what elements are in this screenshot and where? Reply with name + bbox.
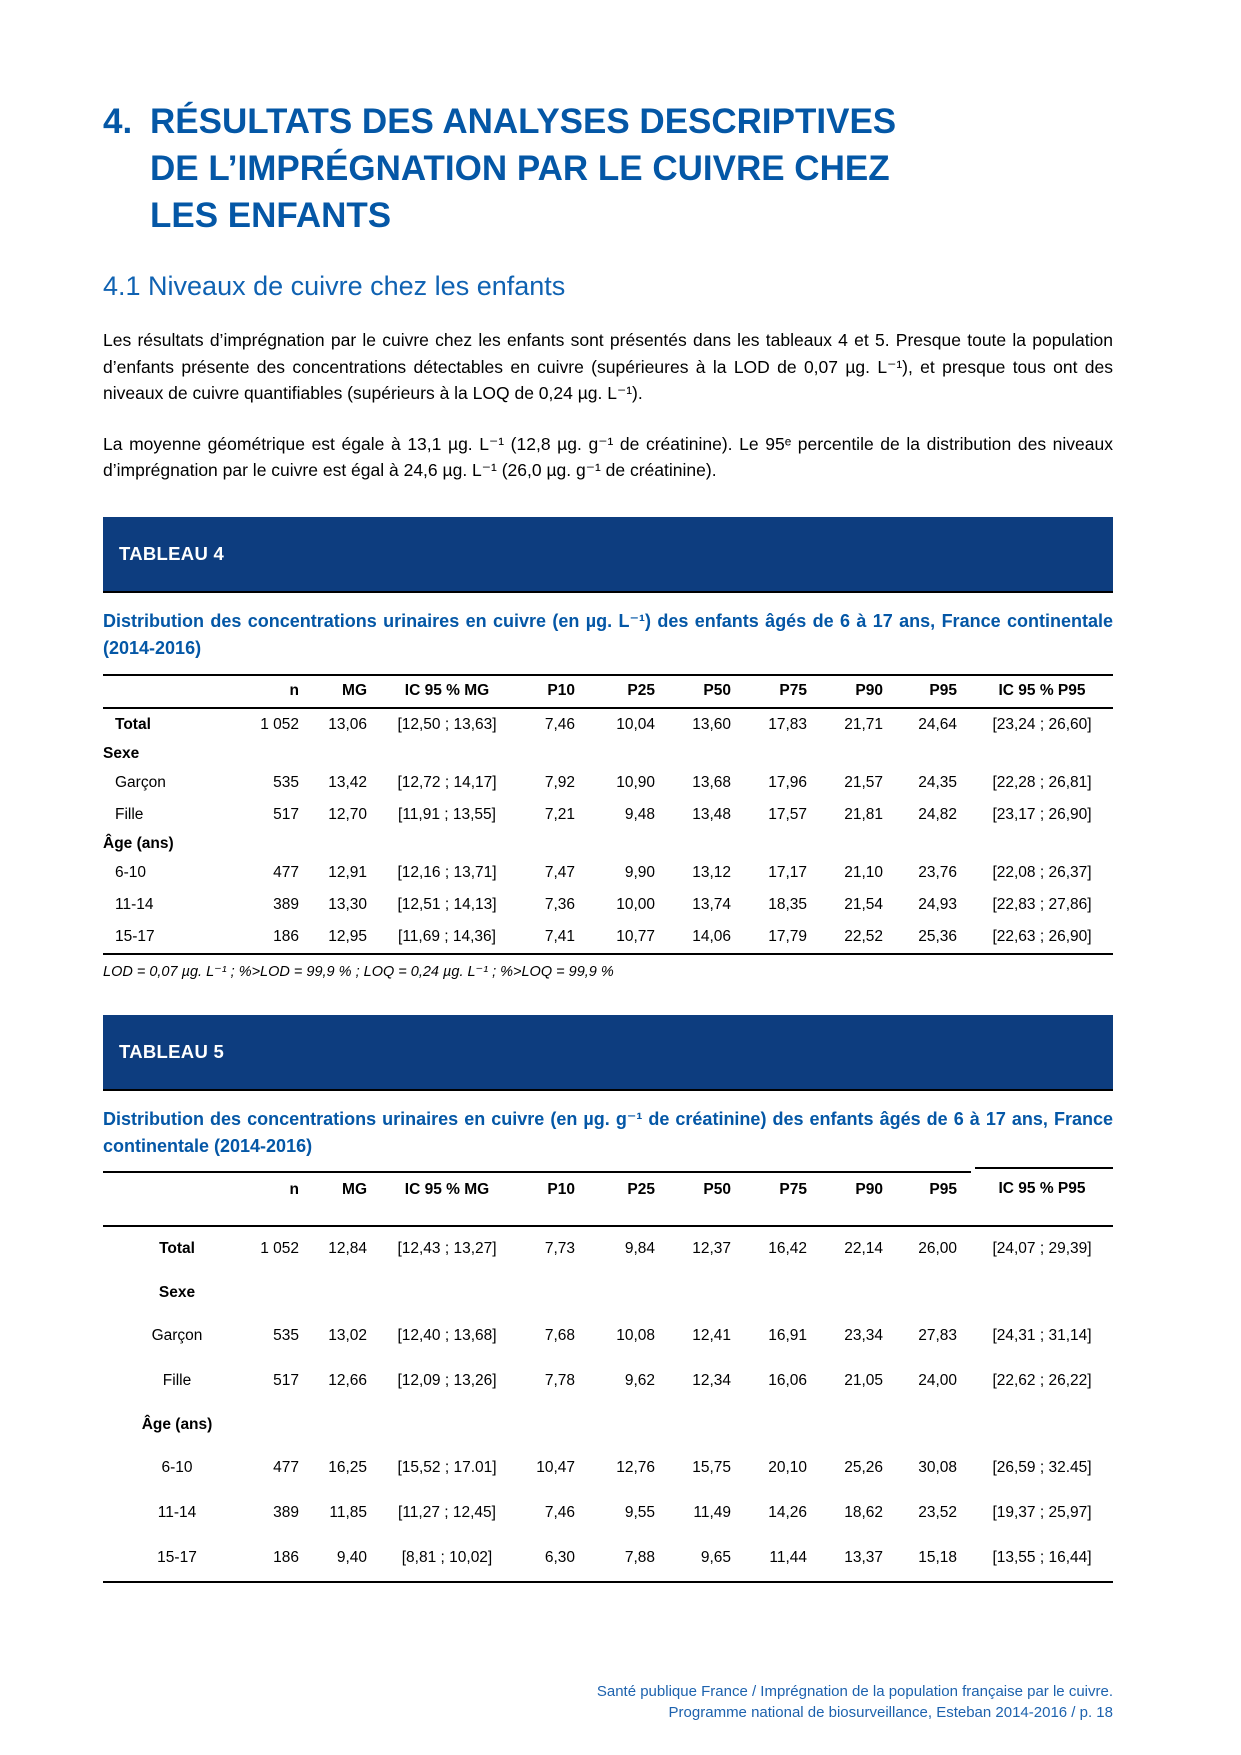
column-header: n: [251, 1172, 313, 1226]
cell: 1 052: [260, 1240, 299, 1257]
cell: [745, 831, 821, 857]
cell: [589, 1404, 669, 1446]
cell: [251, 1404, 313, 1446]
table-row: [103, 1446, 1113, 1491]
cell: 15,18: [897, 1536, 971, 1582]
cell: [669, 1272, 745, 1314]
row-label: 6-10: [161, 1459, 193, 1476]
cell: 9,40: [313, 1536, 381, 1582]
cell: [821, 831, 897, 857]
paragraph-levels: Les résultats d’imprégnation par le cuivre chez les enfants sont présentés dans les tableaux 4 et 5. Presque toute la population d’enfants présente des concentrations détectables en cuivre (supérieures à la LOD de 0,07 µg. L⁻¹), et presque tous ont des niveaux de cuivre quantifiables (supérieurs à la LOQ de 0,24 µg. L⁻¹).: [103, 330, 1113, 403]
row-label: Âge (ans): [141, 1415, 213, 1433]
cell: 13,42: [328, 773, 367, 791]
cell: [745, 1404, 821, 1446]
table-row: [103, 1226, 1113, 1272]
cell: 9,90: [624, 863, 655, 881]
cell: [313, 741, 381, 767]
cell: [745, 1272, 821, 1314]
table-row: [103, 767, 1113, 799]
cell: 13,48: [692, 805, 731, 823]
cell: 11,85: [329, 1504, 367, 1521]
cell: [897, 741, 971, 767]
cell: [22,62 ; 26,22]: [992, 1372, 1092, 1389]
column-header: IC 95 % MG: [381, 675, 513, 708]
cell: 12,37: [692, 1240, 731, 1257]
cell: 1 052: [260, 715, 299, 733]
cell: 23,34: [844, 1327, 883, 1344]
cell: 21,54: [844, 895, 883, 913]
cell: 12,66: [328, 1372, 367, 1389]
footer-line: Programme national de biosurveillance, Esteban 2014-2016 / p. 18: [668, 1704, 1113, 1721]
cell: 12,84: [328, 1240, 367, 1257]
cell: [745, 741, 821, 767]
table4-banner: [103, 517, 1113, 593]
cell: 27,83: [918, 1327, 957, 1344]
cell: 477: [273, 863, 299, 881]
cell: 21,57: [844, 773, 883, 791]
cell: [11,27 ; 12,45]: [398, 1504, 496, 1521]
cell: 24,93: [918, 895, 957, 913]
table-row: [103, 799, 1113, 831]
cell: 389: [273, 1504, 299, 1521]
cell: 9,55: [624, 1504, 655, 1521]
cell: [897, 1272, 971, 1314]
cell: [22,83 ; 27,86]: [992, 895, 1092, 913]
cell: 18,35: [768, 895, 807, 913]
cell: 14,26: [768, 1504, 807, 1521]
cell: [313, 831, 381, 857]
cell: 9,84: [624, 1240, 655, 1257]
cell: [22,63 ; 26,90]: [971, 921, 1113, 954]
cell: [22,08 ; 26,37]: [992, 863, 1092, 881]
cell: 10,90: [616, 773, 655, 791]
table-row: [103, 889, 1113, 921]
table4-banner-label: TABLEAU 4: [119, 542, 225, 564]
cell: [24,31 ; 31,14]: [992, 1327, 1092, 1344]
row-label: Garçon: [115, 773, 166, 791]
footer-line: Santé publique France / Imprégnation de la population française par le cuivre.: [596, 1683, 1113, 1700]
row-label: Sexe: [103, 744, 140, 762]
table5-banner: [103, 1015, 1113, 1091]
cell: 21,81: [844, 805, 883, 823]
cell: 22,14: [844, 1240, 883, 1257]
table-row: [103, 1536, 1113, 1582]
cell: 9,65: [669, 1536, 745, 1582]
cell: 186: [251, 921, 313, 954]
cell: [313, 1404, 381, 1446]
cell: 9,48: [624, 805, 655, 823]
cell: [11,91 ; 13,55]: [398, 805, 496, 823]
cell: 12,91: [328, 863, 367, 881]
column-header: P75: [745, 1172, 821, 1226]
row-label: Fille: [162, 1372, 192, 1389]
column-header: n: [251, 675, 313, 708]
cell: [12,51 ; 14,13]: [397, 895, 497, 913]
cell: 16,25: [328, 1459, 367, 1476]
cell: [13,55 ; 16,44]: [971, 1536, 1113, 1582]
cell: 535: [273, 773, 299, 791]
cell: 24,00: [918, 1372, 957, 1389]
cell: [897, 1404, 971, 1446]
cell: 21,10: [844, 863, 883, 881]
cell: 12,41: [692, 1327, 731, 1344]
row-label: Total: [115, 715, 151, 733]
cell: [589, 831, 669, 857]
content-column: [103, 0, 1113, 1583]
cell: 30,08: [918, 1459, 957, 1476]
cell: [24,07 ; 29,39]: [992, 1240, 1092, 1257]
cell: [313, 1272, 381, 1314]
row-label: Sexe: [158, 1283, 196, 1301]
cell: 389: [273, 895, 299, 913]
cell: [12,16 ; 13,71]: [397, 863, 497, 881]
column-header: P10: [513, 1172, 589, 1226]
cell: [11,69 ; 14,36]: [381, 921, 513, 954]
table-row: [103, 1359, 1113, 1404]
cell: [251, 1272, 313, 1314]
cell: [513, 1404, 589, 1446]
cell: [589, 1272, 669, 1314]
table5-banner-label: TABLEAU 5: [119, 1040, 225, 1062]
cell: [513, 831, 589, 857]
row-label: Garçon: [151, 1327, 203, 1344]
cell: 16,42: [768, 1240, 807, 1257]
cell: 7,78: [544, 1372, 575, 1389]
cell: 10,00: [616, 895, 655, 913]
cell: 7,46: [544, 715, 575, 733]
cell: [513, 1272, 589, 1314]
cell: 21,71: [844, 715, 883, 733]
cell: 17,83: [768, 715, 807, 733]
cell: 7,68: [544, 1327, 575, 1344]
cell: 17,79: [745, 921, 821, 954]
column-header: P10: [513, 675, 589, 708]
cell: 7,73: [544, 1240, 575, 1257]
cell: [12,72 ; 14,17]: [397, 773, 497, 791]
section-heading: [103, 98, 1113, 239]
cell: [897, 831, 971, 857]
cell: [669, 741, 745, 767]
table-row: [103, 857, 1113, 889]
column-header: IC 95 % P95: [971, 675, 1113, 708]
cell: 12,34: [692, 1372, 731, 1389]
cell: 13,06: [328, 715, 367, 733]
cell: [821, 741, 897, 767]
cell: 10,04: [616, 715, 655, 733]
cell: [251, 831, 313, 857]
cell: 10,77: [589, 921, 669, 954]
cell: [669, 831, 745, 857]
cell: [589, 741, 669, 767]
cell: 26,00: [918, 1240, 957, 1257]
table-row: [103, 921, 1113, 954]
column-header: IC 95 % P95: [971, 1172, 1113, 1226]
table-row: [103, 1491, 1113, 1536]
cell: 13,30: [328, 895, 367, 913]
row-label: Âge (ans): [103, 834, 174, 852]
cell: 24,64: [918, 715, 957, 733]
cell: 20,10: [768, 1459, 807, 1476]
column-header: [103, 675, 251, 708]
cell: [8,81 ; 10,02]: [381, 1536, 513, 1582]
cell: 7,92: [544, 773, 575, 791]
column-header: IC 95 % MG: [381, 1172, 513, 1226]
table5: [103, 1171, 1113, 1583]
cell: [381, 1272, 513, 1314]
cell: 13,74: [692, 895, 731, 913]
cell: 13,02: [328, 1327, 367, 1344]
section-heading-line: DE L’IMPRÉGNATION PAR LE CUIVRE CHEZ: [150, 149, 890, 188]
cell: 7,21: [544, 805, 575, 823]
cell: [12,50 ; 13,63]: [397, 715, 497, 733]
cell: 17,96: [768, 773, 807, 791]
cell: 13,68: [692, 773, 731, 791]
table-group-row: [103, 831, 1113, 857]
cell: [821, 1404, 897, 1446]
cell: 7,41: [513, 921, 589, 954]
cell: 16,06: [768, 1372, 807, 1389]
page-footer: [597, 1681, 1113, 1723]
column-header: MG: [313, 1172, 381, 1226]
section-heading-line: RÉSULTATS DES ANALYSES DESCRIPTIVES: [150, 102, 897, 141]
cell: 22,52: [821, 921, 897, 954]
cell: [15,52 ; 17.01]: [397, 1459, 497, 1476]
cell: [12,09 ; 13,26]: [397, 1372, 497, 1389]
cell: 10,47: [536, 1459, 575, 1476]
table-header-row: [103, 1172, 1113, 1226]
cell: [12,43 ; 13,27]: [397, 1240, 497, 1257]
cell: 24,82: [918, 805, 957, 823]
section-heading-line: LES ENFANTS: [150, 196, 392, 235]
cell: [251, 741, 313, 767]
cell: [971, 1404, 1113, 1446]
cell: 11,44: [745, 1536, 821, 1582]
cell: [971, 831, 1113, 857]
cell: 14,06: [669, 921, 745, 954]
cell: 13,37: [821, 1536, 897, 1582]
column-header: P25: [589, 675, 669, 708]
table4: [103, 674, 1113, 955]
cell: 535: [273, 1327, 299, 1344]
cell: [23,24 ; 26,60]: [992, 715, 1092, 733]
table-header-row: [103, 675, 1113, 708]
cell: 15,75: [692, 1459, 731, 1476]
table-group-row: [103, 741, 1113, 767]
row-label: 15-17: [103, 921, 251, 954]
cell: 6,30: [513, 1536, 589, 1582]
table-row: [103, 1314, 1113, 1359]
row-label: 11-14: [157, 1504, 197, 1521]
column-header: P25: [589, 1172, 669, 1226]
cell: 7,36: [544, 895, 575, 913]
cell: 9,62: [624, 1372, 655, 1389]
column-header: MG: [313, 675, 381, 708]
cell: 13,60: [692, 715, 731, 733]
cell: 21,05: [844, 1372, 883, 1389]
cell: [12,40 ; 13,68]: [397, 1327, 497, 1344]
column-header: P50: [669, 1172, 745, 1226]
paragraph-geometric-mean: La moyenne géométrique est égale à 13,1 µg. L⁻¹ (12,8 µg. g⁻¹ de créatinine). Le 95ᵉ percentile de la distribution des niveaux d’imprégnation par le cuivre est égal à 24,6 µg. L⁻¹ (26,0 µg. g⁻¹ de créatinine).: [103, 433, 1113, 480]
cell: [669, 1404, 745, 1446]
cell: [23,17 ; 26,90]: [992, 805, 1092, 823]
table4-footnote: LOD = 0,07 µg. L⁻¹ ; %>LOD = 99,9 % ; LOQ = 0,24 µg. L⁻¹ ; %>LOQ = 99,9 %: [103, 963, 614, 980]
row-label: Fille: [115, 805, 144, 823]
row-label: 15-17: [103, 1536, 251, 1582]
cell: 517: [273, 805, 299, 823]
cell: 18,62: [844, 1504, 883, 1521]
cell: 186: [251, 1536, 313, 1582]
cell: 12,70: [328, 805, 367, 823]
cell: 12,95: [313, 921, 381, 954]
cell: 23,76: [918, 863, 957, 881]
cell: 12,76: [616, 1459, 655, 1476]
table-row: [103, 708, 1113, 741]
cell: [971, 1272, 1113, 1314]
column-header: P90: [821, 1172, 897, 1226]
cell: 17,17: [768, 863, 807, 881]
cell: [22,28 ; 26,81]: [992, 773, 1092, 791]
cell: [381, 831, 513, 857]
subsection-heading: 4.1 Niveaux de cuivre chez les enfants: [103, 271, 566, 301]
cell: [19,37 ; 25,97]: [992, 1504, 1092, 1521]
row-label: 11-14: [115, 895, 154, 913]
table-group-row: [103, 1272, 1113, 1314]
row-label: Total: [159, 1240, 195, 1257]
cell: [381, 1404, 513, 1446]
column-header: P75: [745, 675, 821, 708]
row-label: 6-10: [115, 863, 147, 881]
table5-caption: Distribution des concentrations urinaires en cuivre (en µg. g⁻¹ de créatinine) des enfants âgés de 6 à 17 ans, France continentale (2014-2016): [103, 1108, 1113, 1156]
cell: [513, 741, 589, 767]
cell: 24,35: [918, 773, 957, 791]
cell: 11,49: [693, 1504, 731, 1521]
cell: 17,57: [768, 805, 807, 823]
cell: 7,47: [544, 863, 575, 881]
cell: 10,08: [616, 1327, 655, 1344]
cell: 7,88: [589, 1536, 669, 1582]
cell: 7,46: [544, 1504, 575, 1521]
table4-caption: Distribution des concentrations urinaires en cuivre (en µg. L⁻¹) des enfants âgés de 6 à 17 ans, France continentale (2014-2016): [103, 610, 1113, 658]
cell: 25,36: [897, 921, 971, 954]
section-number: 4.: [103, 102, 133, 141]
cell: 25,26: [844, 1459, 883, 1476]
column-header: P90: [821, 675, 897, 708]
column-header: P50: [669, 675, 745, 708]
cell: 16,91: [768, 1327, 807, 1344]
column-header: [103, 1172, 251, 1226]
cell: [971, 741, 1113, 767]
column-header: P95: [897, 1172, 971, 1226]
cell: 517: [273, 1372, 299, 1389]
column-header: P95: [897, 675, 971, 708]
cell: 23,52: [918, 1504, 957, 1521]
cell: [26,59 ; 32.45]: [992, 1459, 1092, 1476]
cell: 477: [273, 1459, 299, 1476]
cell: [381, 741, 513, 767]
table-group-row: [103, 1404, 1113, 1446]
cell: 13,12: [692, 863, 731, 881]
cell: [821, 1272, 897, 1314]
